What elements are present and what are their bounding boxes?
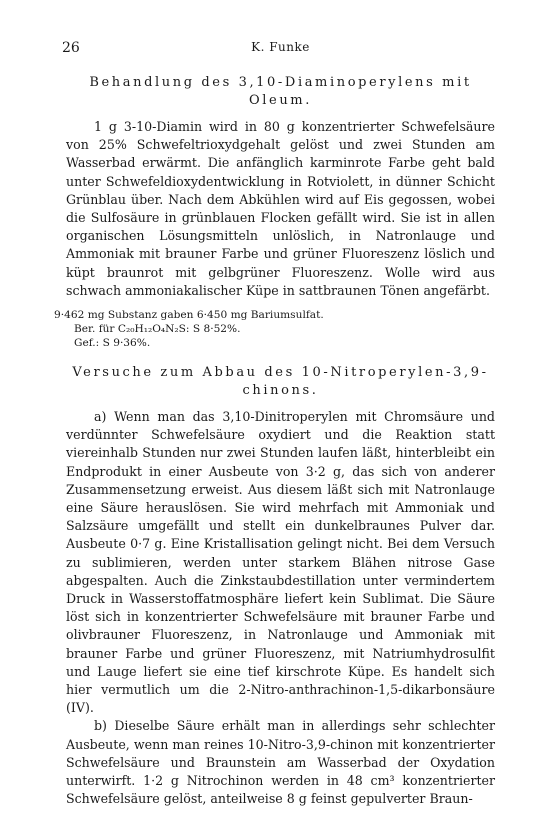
analysis-calculated-line: Ber. für C₂₀H₁₂O₄N₂S: S 8·52%.	[74, 323, 241, 336]
section-heading-oleum: Behandlung des 3,10-Diaminoperylens mit Oleum.	[89, 75, 472, 108]
analysis-found-line: Gef.: S 9·36%.	[74, 337, 151, 350]
page-number: 26	[62, 40, 80, 56]
running-title: K. Funke	[251, 40, 310, 54]
section-heading-degradation: Versuche zum Abbau des 10-Nitroperylen-3,9-chinons.	[72, 365, 489, 399]
paragraph-a: a) Wenn man das 3,10-Dinitroperylen mit Chromsäure und verdünnter Schwefelsäure oxydiert und die Reaktion statt viereinhalb Stunden nur zwei Stunden laufen läßt, hinterbleibt ein Endprodukt in einer Ausbeute von 3·2 g, das sich von anderer Zusammensetzung erweist. Aus diesem läßt sich mit Natronlauge eine Säure herauslösen. Sie wird mehrfach mit Ammoniak und Salzsäure umgefällt und stellt ein dunkelbraunes Pulver dar. Ausbeute 0·7 g. Eine Kristallisation gelingt nicht. Bei dem Versuch zu sublimieren, werden unter starkem Blähen nitrose Gase abgespalten. Auch die Zinkstaubdestillation unter vermindertem Druck in Wasserstoffatmosphäre liefert kein Sublimat. Die Säure löst sich in konzentrierter Schwefelsäure mit brauner Farbe und olivbrauner Fluoreszenz, in Natronlauge und Ammoniak mit brauner Farbe und grüner Fluoreszenz, mit Natriumhydrosulfit und Lauge liefert sie eine tief kirschrote Küpe. Es handelt sich hier vermutlich um die 2-Nitro-anthrachinon-1,5-dikarbonsäure (IV).	[66, 409, 495, 716]
elemental-analysis	[54, 308, 495, 350]
paragraph-b: b) Dieselbe Säure erhält man in allerdings sehr schlechter Ausbeute, wenn man reines 10-Nitro-3,9-chinon mit konzentrierter Schwefelsäure und Braunstein am Wasserbad der Oxydation unterwirft. 1·2 g Nitrochinon werden in 48 cm³ konzentrierter Schwefelsäure gelöst, anteilweise 8 g feinst gepulverter Braun-	[66, 718, 495, 807]
running-head	[62, 40, 495, 62]
analysis-sample-line: 9·462 mg Substanz gaben 6·450 mg Bariumsulfat.	[54, 309, 324, 322]
paragraph-oleum-treatment: 1 g 3-10-Diamin wird in 80 g konzentrierter Schwefelsäure von 25% Schwefeltrioxydgehalt gelöst und zwei Stunden am Wasserbad erwärmt. Die anfänglich karminrote Farbe geht bald unter Schwefeldioxydentwicklung in Rotviolett, in dünner Schicht Grünblau über. Nach dem Abkühlen wird auf Eis gegossen, wobei die Sulfosäure in grünblauen Flocken gefällt wird. Sie ist in allen organischen Lösungsmitteln unlöslich, in Natronlauge und Ammoniak mit brauner Farbe und grüner Fluoreszenz löslich und küpt braunrot mit gelbgrüner Fluoreszenz. Wolle wird aus schwach ammoniakalischer Küpe in sattbraunen Tönen angefärbt.	[66, 119, 495, 298]
